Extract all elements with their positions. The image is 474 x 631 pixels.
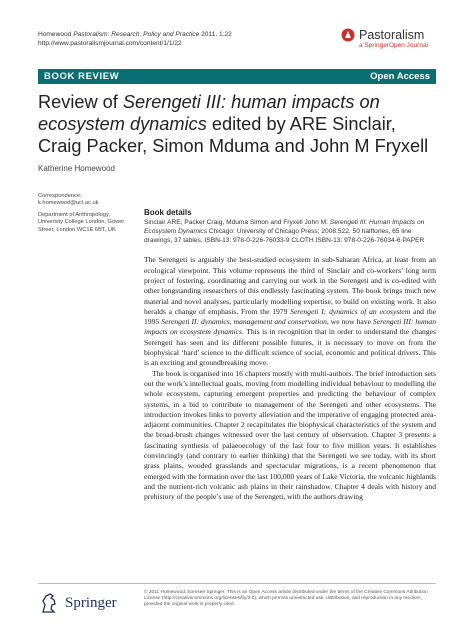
springer-logo	[38, 592, 117, 614]
running-header	[38, 30, 232, 48]
journal-citation: Homewood Pastoralism: Research, Policy and Practice 2011, 1:22	[38, 31, 232, 38]
journal-url[interactable]: http://www.pastoralismjournal.com/content/1/1/22	[38, 40, 182, 47]
pastoralism-logo-icon	[341, 28, 355, 42]
author-name: Katherine Homewood	[38, 164, 115, 173]
book-details-title: Serengeti III: Human Impacts on Ecosystem Dynamics	[144, 219, 425, 235]
open-access-label: Open Access	[370, 71, 430, 82]
main-column	[144, 208, 436, 503]
logo-name: Pastoralism	[358, 28, 425, 42]
logo-subtitle: a SpringerOpen Journal	[358, 42, 428, 49]
article-title: Review of Serengeti III: human impacts on ecosystem dynamics edited by ARE Sinclair, Craig Packer, Simon Mduma and John M Fryxell	[38, 92, 429, 156]
paragraph-1: The Serengeti is arguably the best-studied ecosystem in sub-Saharan Africa, at least from an ecological viewpoint. This volume represents the third of Sinclair and co-workers’ long term project of fostering, coordinating and carrying out work in the Serengeti and is co-edited with other longstanding researchers of this endlessly fascinating system. The book brings much new material and novel analyses, particularly modelling expertise, to build on existing work. It also heralds a change of emphasis. From the 1979 Serengeti I: dynamics of an ecosystem and the 1995 Serengeti II: dynamics, management and conservation, we now have Serengeti III: human impacts on ecosystem dynamics. This is in recognition that in order to understand the changes Serengeti has seen and its different possible futures, it is necessary to move on from the biophysical ‘hard’ science to the difficult science of social, economic and political drivers. This is an exciting and groundbreaking move.	[144, 255, 436, 368]
correspondence-email[interactable]: Correspondence: k.homewood@ucl.ac.uk	[38, 193, 99, 207]
license-text: © 2011 Homewood; licensee Springer. This is an Open Access article distributed under the terms of the Creative Commons Attribution License (http://creativecommons.org/licenses/by/2.0), which permits unrestricted use, distribution, and reproduction in any medium, provided the original work is properly cited.	[144, 590, 428, 608]
book-details-heading: Book details	[144, 208, 192, 217]
author-affiliation: Department of Anthropology, University College London, Gower Street, London WC1E 6BT, UK	[38, 211, 125, 233]
pastoralism-logo	[341, 28, 428, 49]
article-body	[144, 255, 436, 502]
paragraph-2: The book is organised into 16 chapters mostly with multi-authors. The brief introduction sets out the work’s intellectual goals, moving from modelling individual behaviour to modelling the whole ecosystem, capturing emergent properties and predicting the behaviour of complex systems, in a bid to contribute to management of the Serengeti and other ecosystems. The introduction invokes links to poverty alleviation and the imperative of engaging protected area-adjacent communities. Chapter 2 recapitulates the biophysical characteristics of the system and the broad-brush changes witnessed over the last century of observation. Chapter 3 presents a fascinating synthesis of palaeoecology of the last four to five million years. It establishes convincingly (and contrary to earlier thinking) that the Serengeti we see today, with its short grass plains, wooded grasslands and spectacular migrations, is a recent phenomenon that emerged with the formation over the last 100,000 years of Lake Victoria, the volcanic highlands and the nutrient-rich volcanic ash plains in their rainshadow. Chapter 4 deals with history and prehistory of the people’s use of the Serengeti, with the authors drawing	[144, 368, 436, 502]
article-type-label: BOOK REVIEW	[44, 71, 120, 82]
book-details-text: Sinclair ARE, Packer Craig, Mduma Simon and Fryxell John M: Serengeti III: Human Impacts on Ecosystem Dynamics Chicago: University of Chicago Press; 2008:522. 50 halftones, 65 line drawings, 37 tables, ISBN-13: 978-0-226-76033-9 CLOTH ISBN-13: 978-0-226-76034-6 PAPER	[144, 219, 425, 244]
journal-name: Pastoralism: Research, Policy and Practice	[73, 31, 200, 38]
springer-wordmark: Springer	[65, 594, 117, 611]
springer-horse-icon	[38, 592, 60, 614]
article-type-banner	[38, 69, 436, 84]
footer-divider	[38, 583, 436, 584]
book-title: Serengeti III: human impacts on ecosystem dynamics	[38, 92, 380, 134]
correspondence-block	[38, 193, 128, 234]
